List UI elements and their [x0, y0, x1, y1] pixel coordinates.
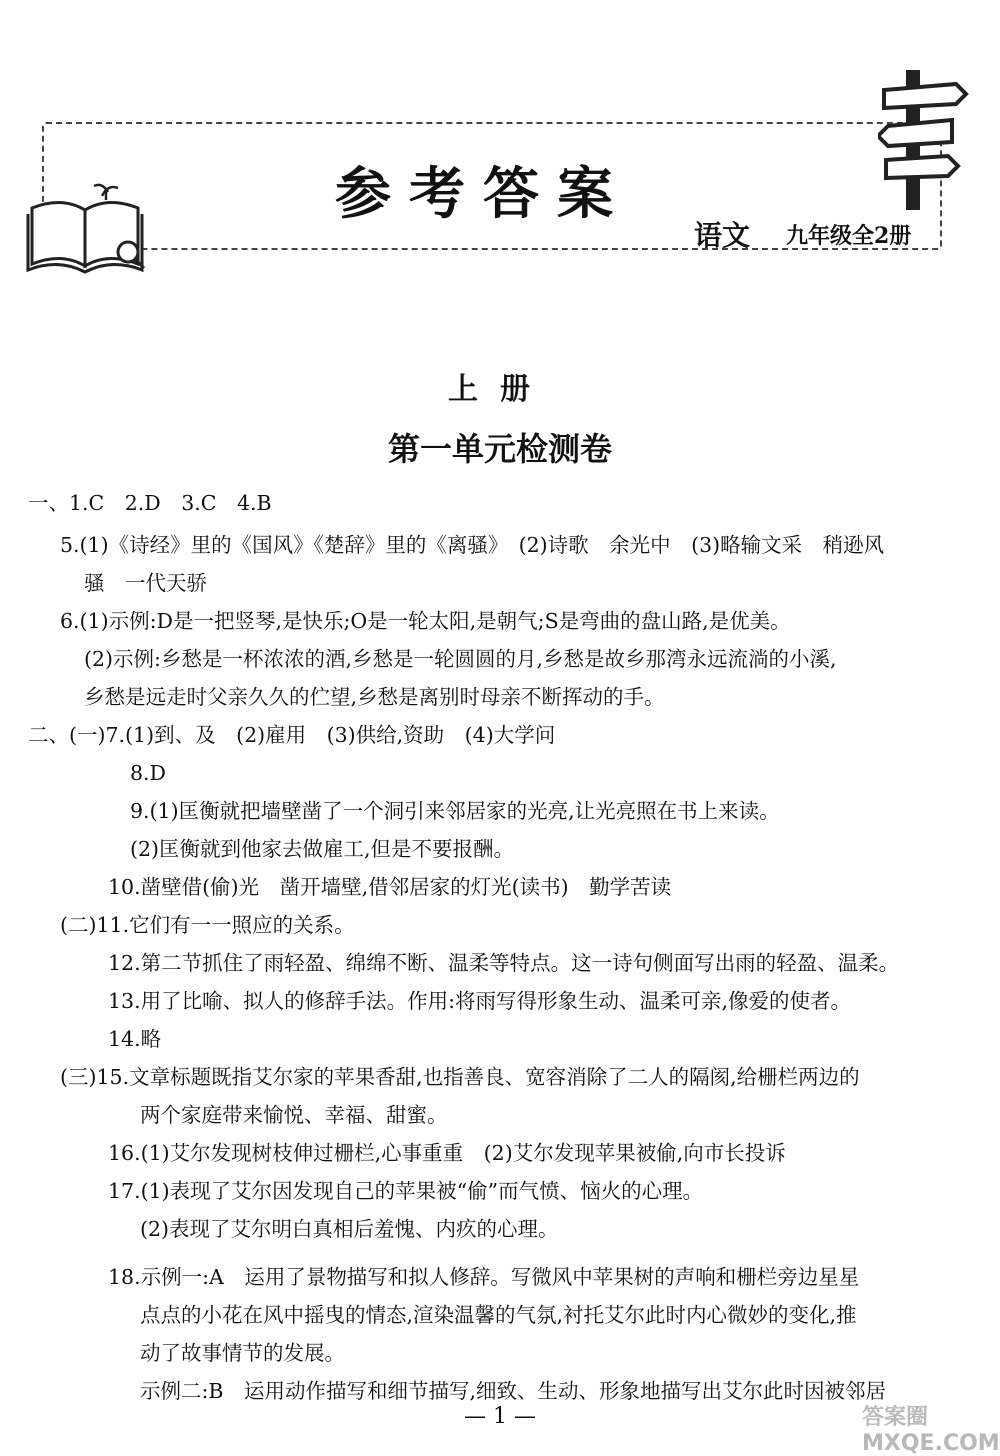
- answer-line: 12.第二节抓住了雨轻盈、绵绵不断、温柔等特点。这一诗句侧面写出雨的轻盈、温柔。: [108, 951, 900, 975]
- answer-line: 一、1.C 2.D 3.C 4.B: [28, 491, 272, 515]
- answer-line: 10.凿壁借(偷)光 凿开墙壁,借邻居家的灯光(读书) 勤学苦读: [108, 875, 672, 899]
- answer-line: 示例二:B 运用动作描写和细节描写,细致、生动、形象地描写出艾尔此时因被邻居: [140, 1379, 886, 1403]
- answer-line: 8.D: [130, 761, 166, 785]
- answer-line: 14.略: [108, 1027, 162, 1051]
- answer-line: 二、(一)7.(1)到、及 (2)雇用 (3)供给,资助 (4)大学问: [28, 723, 556, 747]
- answer-line: 乡愁是远走时父亲久久的伫望,乡愁是离别时母亲不断挥动的手。: [84, 685, 665, 709]
- watermark: 答案圈 MXQE.COM: [862, 1405, 1000, 1456]
- answer-line: 5.(1)《诗经》里的《国风》《楚辞》里的《离骚》 (2)诗歌 余光中 (3)略输文采 稍逊风: [60, 533, 885, 557]
- answer-line: 16.(1)艾尔发现树枝伸过栅栏,心事重重 (2)艾尔发现苹果被偷,向市长投诉: [108, 1141, 786, 1165]
- answer-line: 17.(1)表现了艾尔因发现自己的苹果被“偷”而气愤、恼火的心理。: [108, 1179, 704, 1203]
- answer-line: 18.示例一:A 运用了景物描写和拟人修辞。写微风中苹果树的声响和栅栏旁边星星: [108, 1265, 860, 1289]
- answer-line: 两个家庭带来愉悦、幸福、甜蜜。: [140, 1103, 448, 1127]
- unit-title: 第一单元检测卷: [387, 430, 612, 468]
- subject-label: 语文: [694, 219, 751, 252]
- page-number: — 1 —: [464, 1404, 536, 1429]
- answer-line: (三)15.文章标题既指艾尔家的苹果香甜,也指善良、宽容消除了二人的隔阂,给栅栏两边的: [60, 1065, 860, 1089]
- answer-line: (2)匡衡就到他家去做雇工,但是不要报酬。: [130, 837, 515, 861]
- answer-line: (2)示例:乡愁是一杯浓浓的酒,乡愁是一轮圆圆的月,乡愁是故乡那湾永远流淌的小溪,: [84, 647, 837, 671]
- open-book-icon: [22, 178, 152, 282]
- answer-line: 13.用了比喻、拟人的修辞手法。作用:将雨写得形象生动、温柔可亲,像爱的使者。: [108, 989, 852, 1013]
- answer-line: (2)表现了艾尔明白真相后羞愧、内疚的心理。: [140, 1217, 559, 1241]
- signpost-icon: [878, 70, 978, 214]
- volume-title: 上册: [448, 372, 552, 407]
- answer-line: 点点的小花在风中摇曳的情态,渲染温馨的气氛,衬托艾尔此时内心微妙的变化,推: [140, 1303, 857, 1327]
- answer-line: 6.(1)示例:D是一把竖琴,是快乐;O是一轮太阳,是朝气;S是弯曲的盘山路,是优美。: [60, 609, 791, 633]
- page-title: 参考答案: [335, 162, 631, 227]
- answer-line: 动了故事情节的发展。: [140, 1341, 345, 1365]
- answer-line: 9.(1)匡衡就把墙壁凿了一个洞引来邻居家的光亮,让光亮照在书上来读。: [130, 799, 780, 823]
- answer-line: 骚 一代天骄: [84, 571, 207, 595]
- answer-line: (二)11.它们有一一照应的关系。: [60, 913, 355, 937]
- grade-label: 九年级全2册: [786, 223, 912, 249]
